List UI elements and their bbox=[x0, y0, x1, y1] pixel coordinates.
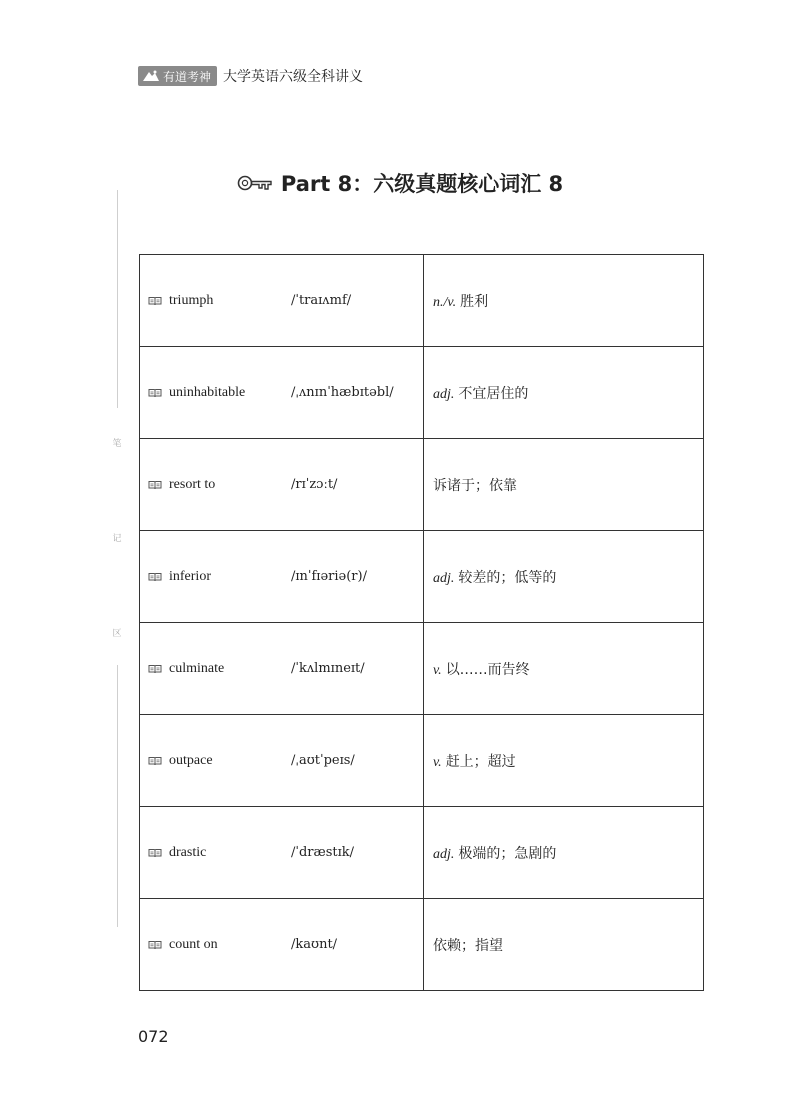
vocab-meaning: 依赖；指望 bbox=[433, 937, 503, 954]
word-cell bbox=[140, 255, 424, 347]
vocab-phonetic: /kaʊnt/ bbox=[291, 937, 338, 952]
definition-cell bbox=[424, 531, 704, 623]
vocab-meaning: 诉诸于；依靠 bbox=[433, 477, 517, 494]
vocab-word: resort to bbox=[169, 476, 216, 492]
vocab-phonetic: /ˈdræstɪk/ bbox=[291, 845, 355, 860]
word-cell bbox=[140, 531, 424, 623]
definition-cell bbox=[424, 623, 704, 715]
vocab-meaning: 赶上；超过 bbox=[445, 753, 516, 770]
part-of-speech: adj. bbox=[433, 570, 455, 586]
part-of-speech: adj. bbox=[433, 846, 455, 862]
part-title bbox=[0, 168, 800, 198]
margin-line-top bbox=[117, 190, 118, 408]
open-book-icon bbox=[148, 664, 162, 674]
word-cell bbox=[140, 439, 424, 531]
vocab-meaning: 极端的；急剧的 bbox=[458, 845, 557, 862]
open-book-icon bbox=[148, 940, 162, 950]
vocab-word: culminate bbox=[169, 660, 225, 676]
brand-logo-icon bbox=[142, 69, 160, 83]
vocab-phonetic: /ˈkʌlmɪneɪt/ bbox=[291, 661, 365, 676]
running-header bbox=[138, 66, 363, 86]
page-number: 072 bbox=[138, 1027, 169, 1046]
open-book-icon bbox=[148, 848, 162, 858]
brand-name: 有道考神 bbox=[163, 69, 212, 84]
vocab-phonetic: /ˌʌnɪnˈhæbɪtəbl/ bbox=[291, 385, 394, 400]
table-row bbox=[140, 255, 704, 347]
word-cell bbox=[140, 623, 424, 715]
vocab-word: count on bbox=[169, 936, 218, 952]
part-title-text: Part 8：六级真题核心词汇 8 bbox=[280, 172, 564, 196]
definition-cell bbox=[424, 807, 704, 899]
definition-cell bbox=[424, 715, 704, 807]
vocab-word: triumph bbox=[169, 292, 214, 308]
definition-cell bbox=[424, 439, 704, 531]
vocab-phonetic: /ˈtraɪʌmf/ bbox=[291, 293, 352, 308]
definition-cell bbox=[424, 347, 704, 439]
table-row bbox=[140, 531, 704, 623]
word-cell bbox=[140, 715, 424, 807]
part-of-speech: v. bbox=[433, 754, 442, 770]
vocab-phonetic: /ˌaʊtˈpeɪs/ bbox=[291, 753, 355, 768]
open-book-icon bbox=[148, 756, 162, 766]
margin-label-char: 笔 bbox=[112, 439, 122, 449]
vocab-meaning: 胜利 bbox=[460, 293, 489, 310]
vocab-meaning: 不宜居住的 bbox=[458, 385, 529, 402]
vocabulary-table bbox=[139, 254, 704, 991]
margin-line-bottom bbox=[117, 665, 118, 927]
key-icon bbox=[237, 173, 273, 193]
margin-label-char: 记 bbox=[112, 534, 122, 544]
table-row bbox=[140, 439, 704, 531]
word-cell bbox=[140, 347, 424, 439]
vocab-phonetic: /rɪˈzɔːt/ bbox=[291, 477, 338, 492]
brand-badge bbox=[138, 66, 217, 86]
open-book-icon bbox=[148, 480, 162, 490]
word-cell bbox=[140, 807, 424, 899]
open-book-icon bbox=[148, 296, 162, 306]
table-row bbox=[140, 715, 704, 807]
vocab-word: outpace bbox=[169, 752, 213, 768]
vocab-word: uninhabitable bbox=[169, 384, 246, 400]
open-book-icon bbox=[148, 572, 162, 582]
table-row bbox=[140, 899, 704, 991]
vocab-phonetic: /ɪnˈfɪəriə(r)/ bbox=[291, 569, 367, 584]
vocab-meaning: 较差的；低等的 bbox=[458, 569, 557, 586]
open-book-icon bbox=[148, 388, 162, 398]
definition-cell bbox=[424, 255, 704, 347]
margin-label-char: 区 bbox=[112, 629, 122, 639]
vocab-word: drastic bbox=[169, 844, 207, 860]
vocab-word: inferior bbox=[169, 568, 211, 584]
definition-cell bbox=[424, 899, 704, 991]
course-title: 大学英语六级全科讲义 bbox=[223, 69, 364, 85]
word-cell bbox=[140, 899, 424, 991]
table-row bbox=[140, 347, 704, 439]
part-of-speech: adj. bbox=[433, 386, 455, 402]
table-row bbox=[140, 623, 704, 715]
part-of-speech: n./v. bbox=[433, 294, 457, 310]
vocab-meaning: 以……而告终 bbox=[445, 661, 530, 678]
part-of-speech: v. bbox=[433, 662, 442, 678]
table-row bbox=[140, 807, 704, 899]
